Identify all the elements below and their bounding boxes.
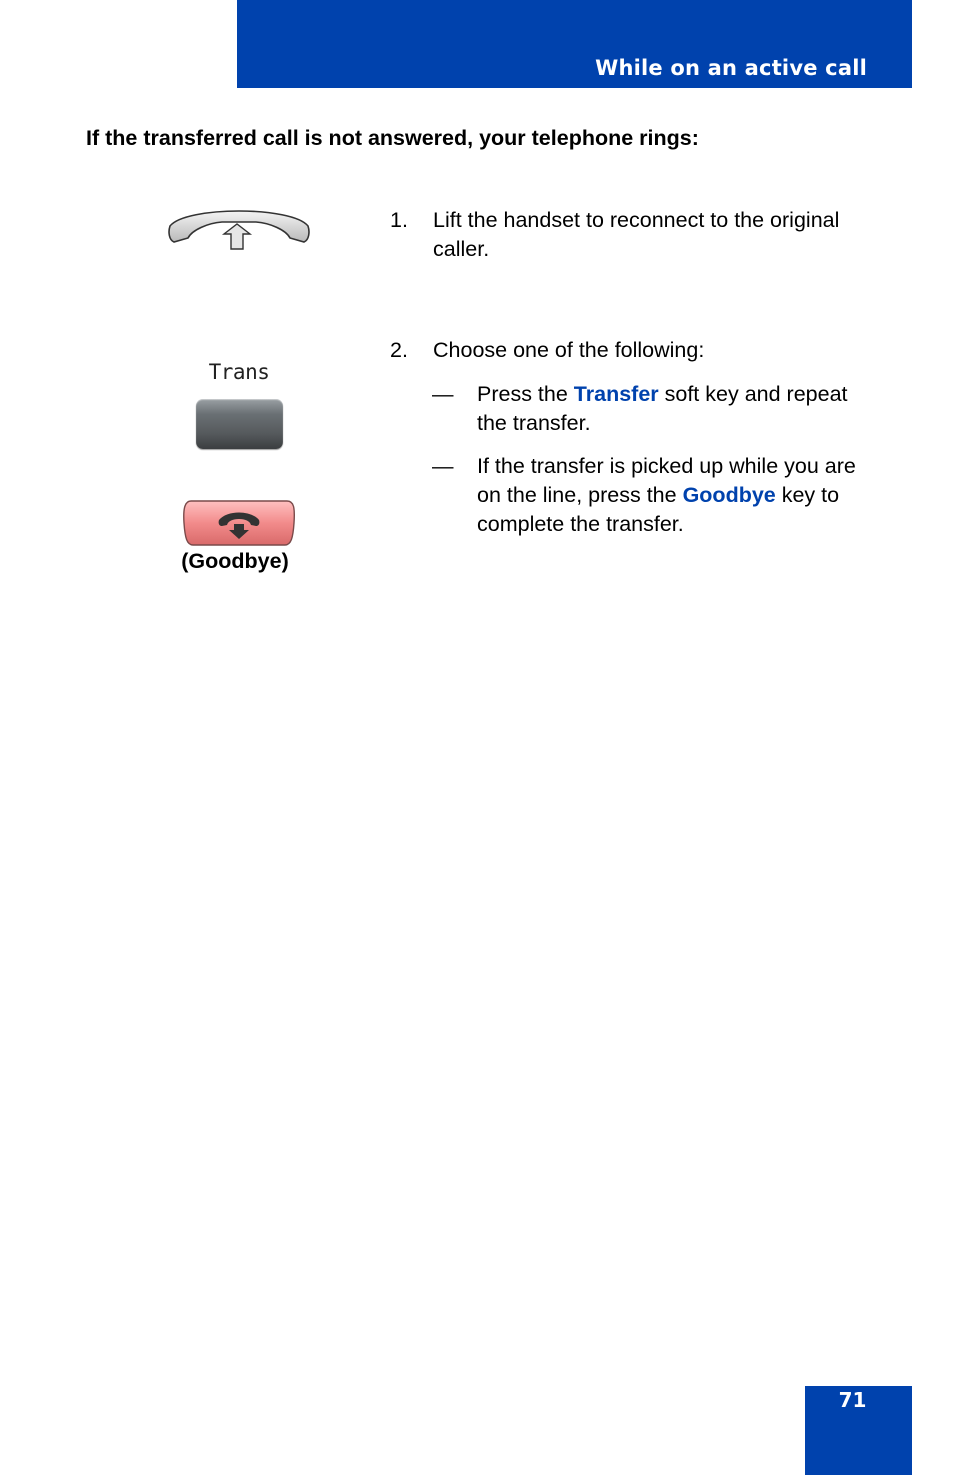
page-number-tab	[805, 1386, 912, 1475]
goodbye-caption: (Goodbye)	[181, 549, 289, 573]
option-text-post: soft key and repeat the transfer.	[477, 382, 848, 435]
step-text: Lift the handset to reconnect to the original caller.	[433, 208, 840, 261]
goodbye-key-icon	[181, 498, 297, 548]
page-number: 71	[838, 1388, 867, 1412]
section-header	[237, 0, 912, 88]
option-text-pre: If the transfer is picked up while you are on the line, press the	[477, 454, 856, 507]
option-dash: —	[432, 454, 454, 478]
option-text-post: key to complete the transfer.	[477, 483, 840, 536]
keyword-goodbye: Goodbye	[682, 483, 776, 507]
trans-softkey-icon	[196, 399, 283, 449]
intro-heading: If the transferred call is not answered, your telephone rings:	[86, 126, 699, 150]
softkey-label: Trans	[208, 360, 270, 384]
handset-lift-icon	[166, 204, 312, 252]
section-title: While on an active call	[595, 56, 867, 80]
option-text-pre: Press the	[477, 382, 574, 406]
option-text	[477, 380, 872, 438]
step-text: Choose one of the following:	[433, 338, 705, 362]
option-dash: —	[432, 382, 454, 406]
step-number: 2.	[390, 338, 408, 362]
option-text	[477, 452, 872, 539]
keyword-transfer: Transfer	[573, 382, 659, 406]
step-number: 1.	[390, 208, 408, 232]
